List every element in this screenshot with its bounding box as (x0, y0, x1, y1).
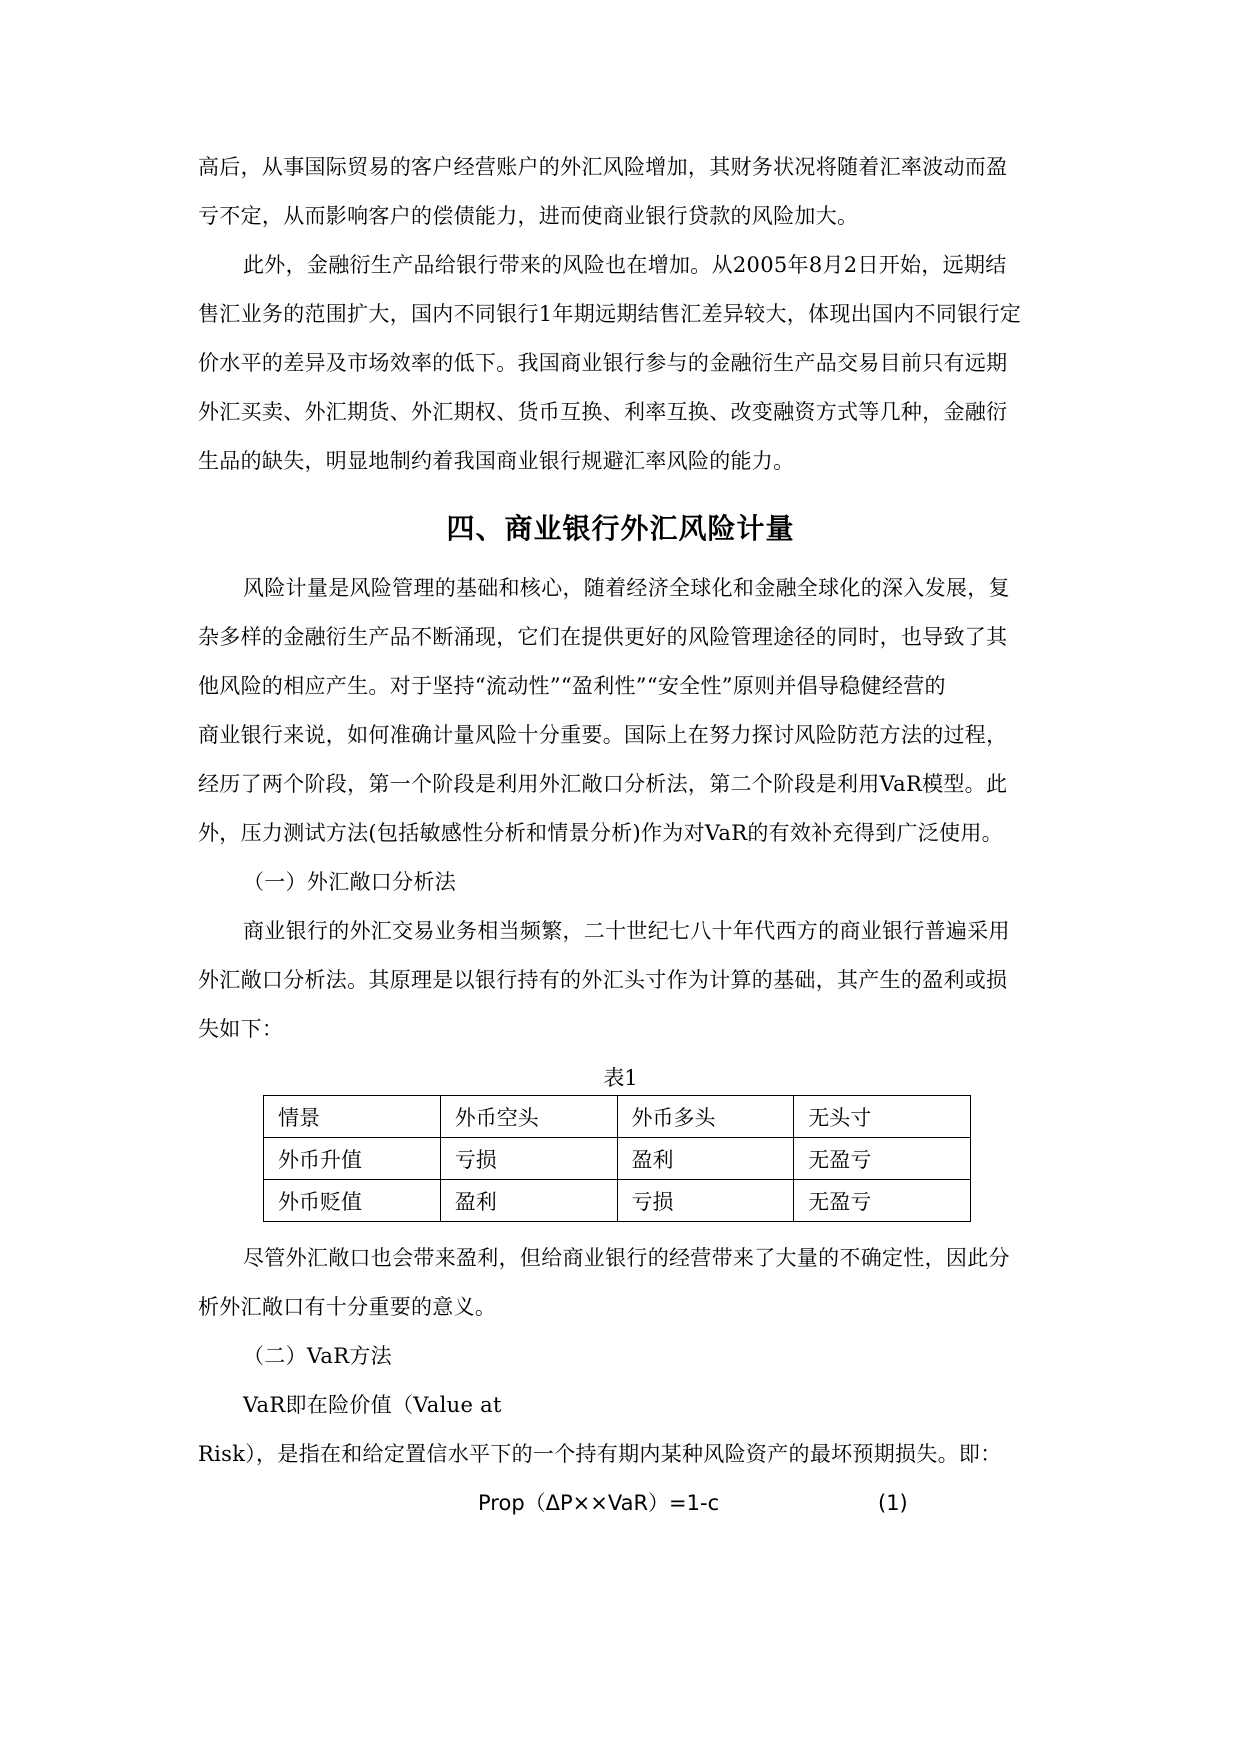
table-row (264, 1138, 971, 1180)
formula-number: (1) (878, 1491, 908, 1515)
paragraph-3-line-2: 杂多样的金融衍生产品不断涌现，它们在提供更好的风险管理途径的同时，也导致了其 (198, 625, 1008, 649)
table-row (264, 1096, 971, 1138)
paragraph-5-line-2: 析外汇敞口有十分重要的意义。 (198, 1295, 497, 1319)
paragraph-3-line-3: 他风险的相应产生。对于坚持“流动性”“盈利性”“安全性”原则并倡导稳健经营的 (198, 674, 946, 698)
table-cell: 亏损 (440, 1138, 617, 1180)
table-cell: 无盈亏 (794, 1180, 971, 1222)
table-cell: 亏损 (617, 1180, 794, 1222)
paragraph-1-line-2: 亏不定，从而影响客户的偿债能力，进而使商业银行贷款的风险加大。 (198, 204, 859, 228)
paragraph-1-line-1: 高后，从事国际贸易的客户经营账户的外汇风险增加，其财务状况将随着汇率波动而盈 (198, 155, 1008, 179)
table-cell: 盈利 (440, 1180, 617, 1222)
paragraph-4-line-3: 失如下： (198, 1017, 284, 1041)
table-cell: 情景 (264, 1096, 441, 1138)
paragraph-6-line-1: VaR即在险价值（Value at (243, 1393, 502, 1417)
table-caption: 表1 (603, 1066, 638, 1090)
table-cell: 外币多头 (617, 1096, 794, 1138)
paragraph-2-line-1: 此外，金融衍生产品给银行带来的风险也在增加。从2005年8月2日开始，远期结 (243, 253, 1007, 277)
paragraph-5-line-1: 尽管外汇敞口也会带来盈利，但给商业银行的经营带来了大量的不确定性，因此分 (243, 1246, 1010, 1270)
table-cell: 外币升值 (264, 1138, 441, 1180)
exposure-table (263, 1095, 971, 1222)
paragraph-2-line-4: 外汇买卖、外汇期货、外汇期权、货币互换、利率互换、改变融资方式等几种，金融衍 (198, 400, 1008, 424)
subheading-forex-exposure: （一）外汇敞口分析法 (243, 870, 456, 894)
subheading-var-method: （二）VaR方法 (243, 1344, 392, 1368)
table-cell: 外币贬值 (264, 1180, 441, 1222)
paragraph-6-line-2: Risk），是指在和给定置信水平下的一个持有期内某种风险资产的最坏预期损失。即： (198, 1442, 1002, 1466)
var-formula: Prop（ΔP××VaR）=1-c (478, 1491, 720, 1515)
table-cell: 外币空头 (440, 1096, 617, 1138)
paragraph-3-line-4: 商业银行来说，如何准确计量风险十分重要。国际上在努力探讨风险防范方法的过程， (198, 723, 1008, 747)
section-heading: 四、商业银行外汇风险计量 (446, 512, 795, 545)
paragraph-2-line-3: 价水平的差异及市场效率的低下。我国商业银行参与的金融衍生产品交易目前只有远期 (198, 351, 1008, 375)
paragraph-4-line-1: 商业银行的外汇交易业务相当频繁，二十世纪七八十年代西方的商业银行普遍采用 (243, 919, 1010, 943)
paragraph-2-line-2: 售汇业务的范围扩大，国内不同银行1年期远期结售汇差异较大，体现出国内不同银行定 (198, 302, 1022, 326)
table-cell: 无盈亏 (794, 1138, 971, 1180)
paragraph-4-line-2: 外汇敞口分析法。其原理是以银行持有的外汇头寸作为计算的基础，其产生的盈利或损 (198, 968, 1008, 992)
table-cell: 盈利 (617, 1138, 794, 1180)
paragraph-3-line-1: 风险计量是风险管理的基础和核心，随着经济全球化和金融全球化的深入发展，复 (243, 576, 1010, 600)
paragraph-2-line-5: 生品的缺失，明显地制约着我国商业银行规避汇率风险的能力。 (198, 449, 795, 473)
paragraph-3-line-6: 外，压力测试方法(包括敏感性分析和情景分析)作为对VaR的有效补充得到广泛使用。 (198, 821, 1003, 845)
table-row (264, 1180, 971, 1222)
table-cell: 无头寸 (794, 1096, 971, 1138)
paragraph-3-line-5: 经历了两个阶段，第一个阶段是利用外汇敞口分析法，第二个阶段是利用VaR模型。此 (198, 772, 1008, 796)
